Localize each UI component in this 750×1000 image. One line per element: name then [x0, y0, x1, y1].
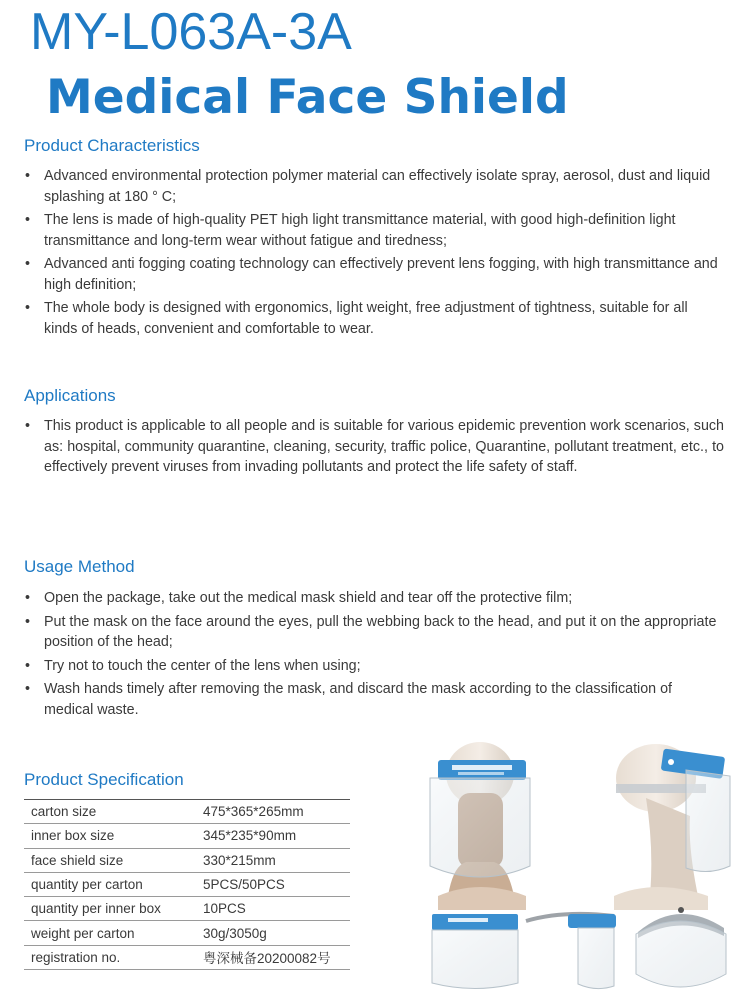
list-item: • Wash hands timely after removing the mask, and discard the mask according to the classification of medical waste.: [25, 681, 673, 718]
bullet-icon: •: [25, 168, 31, 184]
angled-product-photo: [636, 907, 726, 987]
bullet-icon: •: [25, 681, 31, 697]
table-row: [24, 872, 350, 896]
product-photos: [418, 738, 738, 996]
bullet-icon: •: [25, 613, 31, 630]
spec-value: 30g/3050g: [196, 921, 350, 945]
list-item: • The whole body is designed with ergonomics, light weight, free adjustment of tightness, suitable for all kinds of heads, convenient and comfortable to wear.: [25, 300, 688, 337]
list-item: • Advanced anti fogging coating technology can effectively prevent lens fogging, with high transmittance and high definition;: [25, 256, 718, 293]
bullet-icon: •: [25, 256, 31, 272]
spec-label: registration no.: [24, 945, 196, 969]
spec-value: 475*365*265mm: [196, 800, 350, 824]
flat-front-photo: [432, 914, 518, 989]
list-item: • This product is applicable to all people and is suitable for various epidemic prevention work scenarios, such as: hospital, community quarantine, cleaning, security, traffic police, Quarantine, pollutant treatment, etc., to effectively prevent viruses from invading pollutants and protect the life safety of staff.: [25, 418, 724, 475]
spec-label: face shield size: [24, 848, 196, 872]
list-item: • Put the mask on the face around the eyes, pull the webbing back to the head, and put it on the appropriate position of the head;: [25, 613, 717, 650]
bullet-icon: •: [25, 657, 31, 674]
spec-value: 粤深械备20200082号: [196, 945, 350, 969]
characteristics-list: [24, 166, 724, 342]
spec-label: weight per carton: [24, 921, 196, 945]
spec-label: quantity per inner box: [24, 897, 196, 921]
spec-value: 345*235*90mm: [196, 824, 350, 848]
list-item: • Advanced environmental protection polymer material can effectively isolate spray, aerosol, dust and liquid splashing at 180 ° C;: [25, 168, 711, 205]
spec-label: quantity per carton: [24, 872, 196, 896]
product-title: Medical Face Shield: [46, 70, 569, 125]
characteristics-heading: Product Characteristics: [24, 136, 200, 155]
list-item: • Try not to touch the center of the lens when using;: [24, 656, 724, 677]
side-view-photo: [614, 744, 730, 910]
side-product-photo: [526, 914, 616, 989]
table-row: [24, 897, 350, 921]
table-row: [24, 921, 350, 945]
applications-list: [24, 416, 724, 481]
spec-value: 10PCS: [196, 897, 350, 921]
usage-list: [24, 588, 724, 723]
table-row: [24, 945, 350, 969]
spec-label: carton size: [24, 800, 196, 824]
list-item: • Open the package, take out the medical mask shield and tear off the protective film;: [24, 588, 724, 609]
spec-heading: Product Specification: [24, 770, 184, 789]
table-row: [24, 848, 350, 872]
spec-value: 330*215mm: [196, 848, 350, 872]
front-view-photo: [430, 742, 530, 910]
spec-value: 5PCS/50PCS: [196, 872, 350, 896]
bullet-icon: •: [25, 300, 31, 316]
bullet-icon: •: [25, 418, 31, 434]
bullet-icon: •: [25, 590, 31, 606]
spec-table: [24, 799, 350, 970]
model-number: MY-L063A-3A: [30, 3, 352, 61]
table-row: [24, 824, 350, 848]
bullet-icon: •: [25, 212, 31, 228]
applications-heading: Applications: [24, 386, 116, 405]
spec-label: inner box size: [24, 824, 196, 848]
list-item: • The lens is made of high-quality PET high light transmittance material, with good high-definition light transmittance and long-term wear without fatigue and tiredness;: [25, 212, 676, 249]
table-row: [24, 800, 350, 824]
usage-heading: Usage Method: [24, 557, 135, 576]
